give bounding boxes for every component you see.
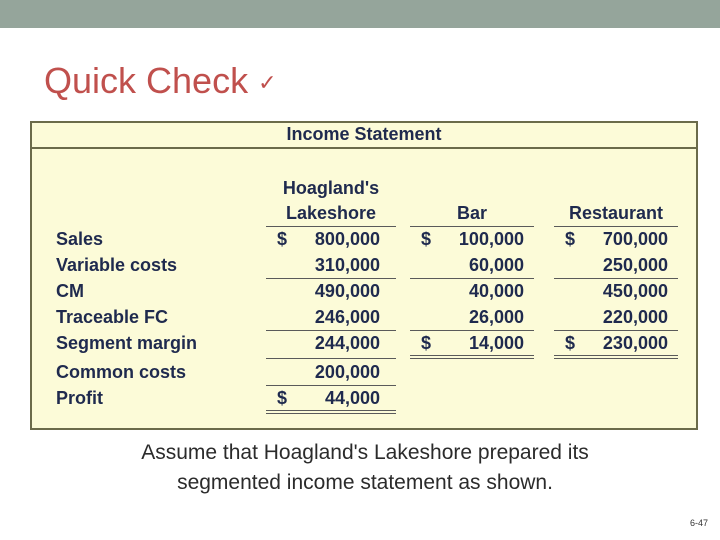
cell-cm-total: 490,000	[314, 281, 380, 301]
row-label-common-costs: Common costs	[56, 362, 187, 382]
row-label-profit: Profit	[56, 388, 103, 408]
top-bar	[0, 0, 720, 28]
currency-symbol: $	[421, 333, 432, 353]
header-underline-restaurant	[554, 226, 678, 227]
subtotal-line-restaurant-2	[554, 330, 678, 331]
double-underline-restaurant	[554, 355, 678, 359]
cell-cm-bar: 40,000	[468, 281, 524, 301]
subtotal-line-total-4	[266, 385, 396, 386]
cell-variable-costs-total: 310,000	[314, 255, 380, 275]
row-label-cm: CM	[56, 281, 84, 301]
subtotal-line-bar-2	[410, 330, 534, 331]
header-underline-bar	[410, 226, 534, 227]
cell-profit-total: 44,000	[324, 388, 380, 408]
cell-sales-bar: 100,000	[458, 229, 524, 249]
row-label-variable-costs: Variable costs	[56, 255, 178, 275]
cell-segment-margin-restaurant: 230,000	[602, 333, 668, 353]
double-underline-total	[266, 410, 396, 414]
cell-cm-restaurant: 450,000	[602, 281, 668, 301]
slide-caption	[40, 438, 690, 498]
caption-line-1: Assume that Hoagland's Lakeshore prepared its	[141, 441, 589, 464]
double-underline-bar	[410, 355, 534, 359]
header-underline-total	[266, 226, 396, 227]
checkmark-icon: ✓	[258, 71, 277, 96]
column-header-total-line1: Hoagland's	[282, 178, 380, 198]
row-label-segment-margin: Segment margin	[56, 333, 198, 353]
column-header-bar: Bar	[456, 203, 487, 223]
column-header-restaurant: Restaurant	[568, 203, 664, 223]
currency-symbol: $	[277, 229, 288, 249]
currency-symbol: $	[565, 333, 576, 353]
subtotal-line-total-3	[266, 358, 396, 359]
cell-segment-margin-total: 244,000	[314, 333, 380, 353]
cell-variable-costs-restaurant: 250,000	[602, 255, 668, 275]
currency-symbol: $	[565, 229, 576, 249]
subtotal-line-restaurant	[554, 278, 678, 279]
cell-traceable-fc-total: 246,000	[314, 307, 380, 327]
cell-sales-restaurant: 700,000	[602, 229, 668, 249]
row-label-traceable-fc: Traceable FC	[56, 307, 169, 327]
header-divider	[30, 147, 698, 149]
subtotal-line-total-2	[266, 330, 396, 331]
cell-traceable-fc-restaurant: 220,000	[602, 307, 668, 327]
column-header-total-line2: Lakeshore	[285, 203, 377, 223]
subtotal-line-bar	[410, 278, 534, 279]
cell-variable-costs-bar: 60,000	[468, 255, 524, 275]
cell-common-costs-total: 200,000	[314, 362, 380, 382]
slide-title-text: Quick Check	[44, 60, 249, 101]
income-statement-panel	[30, 121, 698, 430]
page-number: 6-47	[689, 518, 708, 528]
slide-title	[44, 60, 277, 102]
statement-title: Income Statement	[286, 124, 442, 144]
currency-symbol: $	[421, 229, 432, 249]
subtotal-line-total	[266, 278, 396, 279]
cell-sales-total: 800,000	[314, 229, 380, 249]
cell-segment-margin-bar: 14,000	[468, 333, 524, 353]
cell-traceable-fc-bar: 26,000	[468, 307, 524, 327]
row-label-sales: Sales	[56, 229, 104, 249]
caption-line-2: segmented income statement as shown.	[177, 471, 553, 494]
currency-symbol: $	[277, 388, 288, 408]
